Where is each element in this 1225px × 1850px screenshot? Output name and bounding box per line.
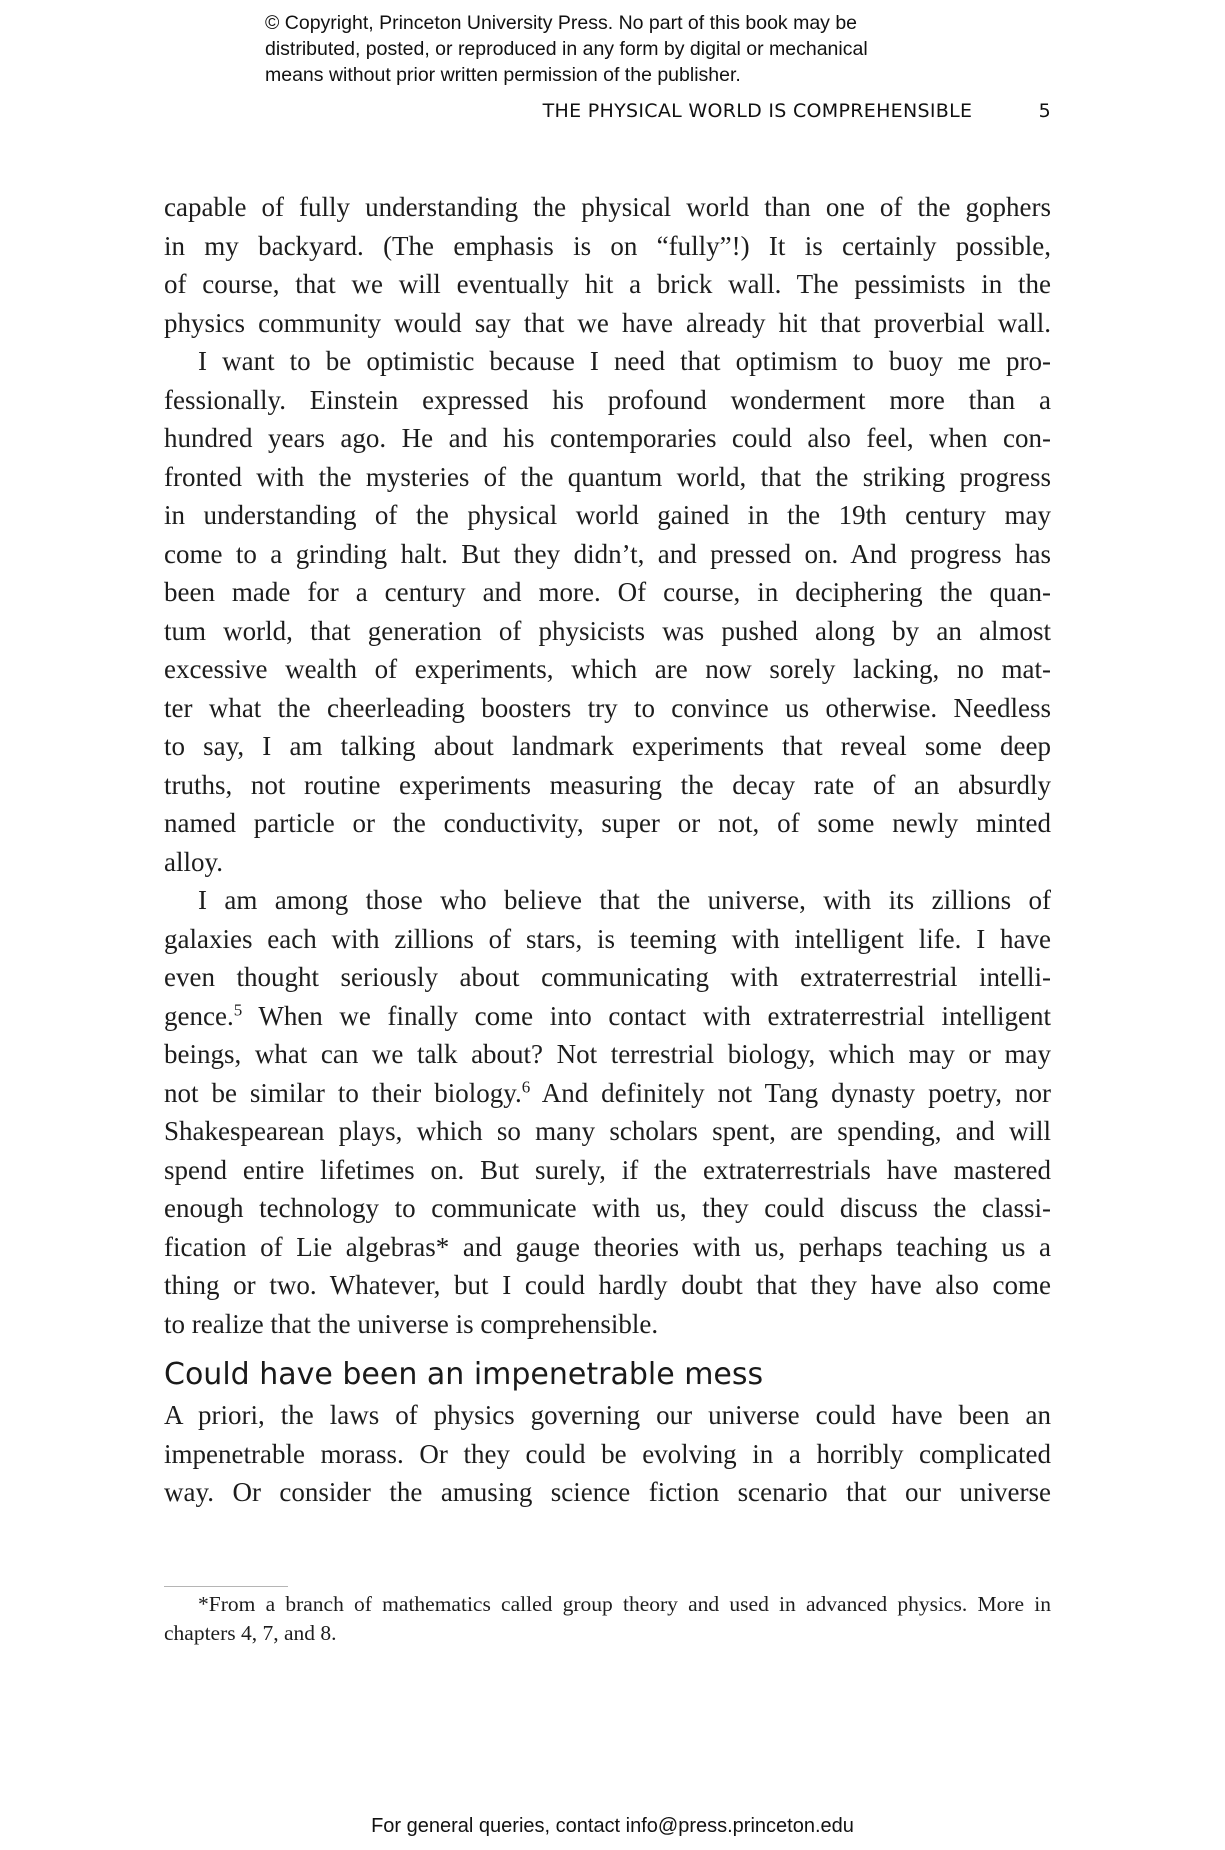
text-segment: When we finally come into contact with extraterrestrial intelligent: [242, 1000, 1051, 1031]
text-line: alloy.: [164, 846, 223, 877]
text-line: truths, not routine experiments measuring the decay rate of an absurdly: [164, 769, 1051, 800]
text-line: fication of Lie algebras* and gauge theories with us, perhaps teaching us a: [164, 1231, 1051, 1262]
text-line: named particle or the conductivity, super or not, of some newly minted: [164, 808, 1051, 838]
text-line: beings, what can we talk about? Not terrestrial biology, which may or may: [164, 1039, 1051, 1069]
text-line: been made for a century and more. Of course, in deciphering the quan-: [164, 577, 1051, 607]
footnote-line: chapters 4, 7, and 8.: [164, 1621, 337, 1645]
text-line: enough technology to communicate with us, they could discuss the classi-: [164, 1193, 1051, 1223]
paragraph: [164, 1396, 1051, 1512]
text-line: [164, 1074, 1051, 1113]
text-line: of course, that we will eventually hit a brick wall. The pessimists in the: [164, 269, 1051, 299]
text-segment: not be similar to their biology.: [164, 1077, 522, 1108]
paragraph: [164, 188, 1051, 342]
text-line: come to a grinding halt. But they didn’t, and pressed on. And progress has: [164, 538, 1051, 569]
text-line: capable of fully understanding the physical world than one of the gophers: [164, 192, 1051, 222]
text-line: galaxies each with zillions of stars, is teeming with intelligent life. I have: [164, 923, 1051, 954]
text-line: even thought seriously about communicating with extraterrestrial intelli-: [164, 962, 1051, 992]
text-line: hundred years ago. He and his contemporaries could also feel, when con-: [164, 423, 1051, 453]
footnote: [164, 1590, 1051, 1648]
note-reference-5[interactable]: 5: [233, 1000, 243, 1020]
paragraph: [164, 881, 1051, 1343]
text-line: I want to be optimistic because I need that optimism to buoy me pro-: [198, 346, 1051, 376]
text-segment: gence.: [164, 1000, 234, 1031]
text-line: fronted with the mysteries of the quantum world, that the striking progress: [164, 461, 1051, 492]
copyright-line: distributed, posted, or reproduced in any form by digital or mechanical: [265, 38, 868, 60]
text-line: thing or two. Whatever, but I could hardly doubt that they have also come: [164, 1270, 1051, 1300]
copyright-line: © Copyright, Princeton University Press. No part of this book may be: [265, 12, 858, 34]
copyright-notice: [265, 10, 965, 88]
text-line: spend entire lifetimes on. But surely, if the extraterrestrials have mastered: [164, 1154, 1051, 1185]
text-line: ter what the cheerleading boosters try to convince us otherwise. Needless: [164, 692, 1051, 723]
text-line: fessionally. Einstein expressed his profound wonderment more than a: [164, 384, 1051, 415]
text-line: to say, I am talking about landmark experiments that reveal some deep: [164, 731, 1051, 761]
copyright-line: means without prior written permission of the publisher.: [265, 64, 741, 86]
text-line: to realize that the universe is comprehensible.: [164, 1308, 659, 1339]
section-heading: Could have been an impenetrable mess: [164, 1357, 764, 1392]
running-head: [164, 100, 1051, 122]
text-line: A priori, the laws of physics governing our universe could have been an: [164, 1400, 1051, 1430]
body-text: [164, 188, 1051, 1512]
text-segment: And definitely not Tang dynasty poetry, nor: [530, 1077, 1051, 1108]
footnote-line: *From a branch of mathematics called group theory and used in advanced physics. More in: [198, 1592, 1051, 1616]
text-line: tum world, that generation of physicists was pushed along by an almost: [164, 615, 1051, 646]
text-line: way. Or consider the amusing science fiction scenario that our universe: [164, 1477, 1051, 1507]
text-line: physics community would say that we have already hit that proverbial wall.: [164, 307, 1051, 338]
text-line: excessive wealth of experiments, which are now sorely lacking, no mat-: [164, 654, 1051, 684]
contact-note: For general queries, contact info@press.princeton.edu: [371, 1815, 854, 1837]
paragraph: [164, 342, 1051, 881]
text-line: in my backyard. (The emphasis is on “fully”!) It is certainly possible,: [164, 230, 1051, 261]
running-head-title: THE PHYSICAL WORLD IS COMPREHENSIBLE: [542, 100, 973, 122]
footnote-divider: [164, 1586, 288, 1587]
text-line: Shakespearean plays, which so many scholars spent, are spending, and will: [164, 1116, 1051, 1146]
text-line: in understanding of the physical world gained in the 19th century may: [164, 500, 1051, 530]
text-line: impenetrable morass. Or they could be evolving in a horribly complicated: [164, 1438, 1051, 1469]
note-reference-6[interactable]: 6: [521, 1077, 531, 1097]
text-line: I am among those who believe that the universe, with its zillions of: [198, 885, 1051, 915]
text-line: [164, 997, 1051, 1036]
page-number: 5: [1038, 100, 1051, 122]
